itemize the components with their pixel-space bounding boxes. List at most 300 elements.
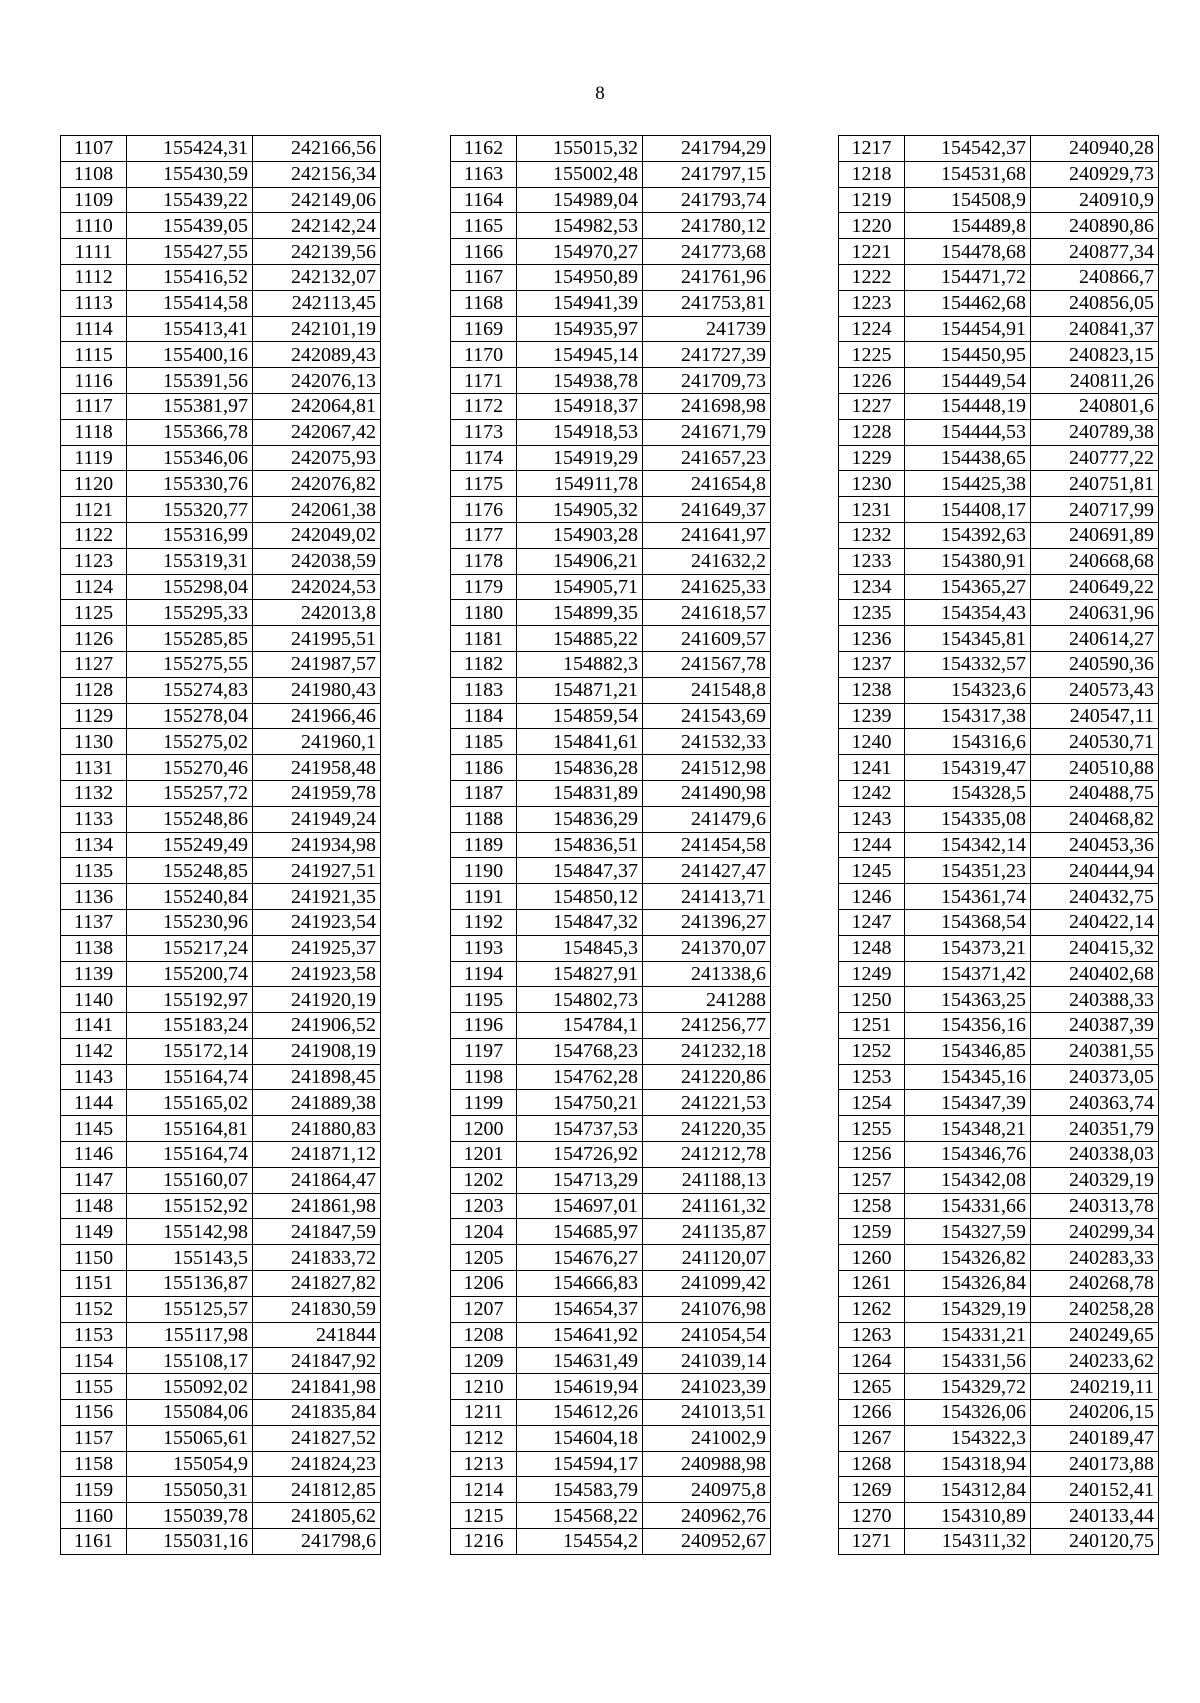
table-row bbox=[451, 1219, 771, 1245]
point-number-cell: 1203 bbox=[451, 1193, 517, 1219]
x-coordinate-cell: 154323,6 bbox=[905, 677, 1031, 703]
x-coordinate-cell: 154322,3 bbox=[905, 1425, 1031, 1451]
y-coordinate-cell: 241847,92 bbox=[253, 1348, 381, 1374]
y-coordinate-cell: 241861,98 bbox=[253, 1193, 381, 1219]
x-coordinate-cell: 154583,79 bbox=[517, 1477, 643, 1503]
y-coordinate-cell: 241827,52 bbox=[253, 1425, 381, 1451]
point-number-cell: 1173 bbox=[451, 419, 517, 445]
table-row bbox=[451, 522, 771, 548]
x-coordinate-cell: 155346,06 bbox=[127, 445, 253, 471]
point-number-cell: 1238 bbox=[839, 677, 905, 703]
y-coordinate-cell: 241076,98 bbox=[643, 1296, 771, 1322]
x-coordinate-cell: 154882,3 bbox=[517, 651, 643, 677]
table-row bbox=[839, 574, 1159, 600]
x-coordinate-cell: 154454,91 bbox=[905, 316, 1031, 342]
point-number-cell: 1107 bbox=[61, 136, 127, 162]
x-coordinate-cell: 155416,52 bbox=[127, 264, 253, 290]
y-coordinate-cell: 240717,99 bbox=[1031, 497, 1159, 523]
point-number-cell: 1243 bbox=[839, 806, 905, 832]
table-row bbox=[839, 677, 1159, 703]
point-number-cell: 1184 bbox=[451, 703, 517, 729]
point-number-cell: 1134 bbox=[61, 832, 127, 858]
point-number-cell: 1157 bbox=[61, 1425, 127, 1451]
point-number-cell: 1248 bbox=[839, 935, 905, 961]
point-number-cell: 1153 bbox=[61, 1322, 127, 1348]
point-number-cell: 1225 bbox=[839, 342, 905, 368]
point-number-cell: 1159 bbox=[61, 1477, 127, 1503]
x-coordinate-cell: 154831,89 bbox=[517, 780, 643, 806]
point-number-cell: 1245 bbox=[839, 858, 905, 884]
x-coordinate-cell: 155430,59 bbox=[127, 161, 253, 187]
point-number-cell: 1140 bbox=[61, 987, 127, 1013]
y-coordinate-cell: 241923,58 bbox=[253, 961, 381, 987]
table-row bbox=[61, 213, 381, 239]
x-coordinate-cell: 154347,39 bbox=[905, 1090, 1031, 1116]
x-coordinate-cell: 154329,19 bbox=[905, 1296, 1031, 1322]
point-number-cell: 1194 bbox=[451, 961, 517, 987]
table-row bbox=[839, 1322, 1159, 1348]
table-row bbox=[451, 780, 771, 806]
point-number-cell: 1135 bbox=[61, 858, 127, 884]
x-coordinate-cell: 155152,92 bbox=[127, 1193, 253, 1219]
x-coordinate-cell: 155439,05 bbox=[127, 213, 253, 239]
table-row bbox=[839, 548, 1159, 574]
point-number-cell: 1195 bbox=[451, 987, 517, 1013]
table-row bbox=[451, 471, 771, 497]
y-coordinate-cell: 241835,84 bbox=[253, 1400, 381, 1426]
y-coordinate-cell: 241833,72 bbox=[253, 1245, 381, 1271]
x-coordinate-cell: 155285,85 bbox=[127, 626, 253, 652]
table-row bbox=[839, 1271, 1159, 1297]
point-number-cell: 1142 bbox=[61, 1038, 127, 1064]
y-coordinate-cell: 241773,68 bbox=[643, 239, 771, 265]
table-row bbox=[61, 1064, 381, 1090]
point-number-cell: 1160 bbox=[61, 1503, 127, 1529]
x-coordinate-cell: 155298,04 bbox=[127, 574, 253, 600]
x-coordinate-cell: 154666,83 bbox=[517, 1271, 643, 1297]
y-coordinate-cell: 241995,51 bbox=[253, 626, 381, 652]
table-row bbox=[61, 626, 381, 652]
table-row bbox=[451, 1348, 771, 1374]
x-coordinate-cell: 155054,9 bbox=[127, 1451, 253, 1477]
point-number-cell: 1271 bbox=[839, 1529, 905, 1555]
x-coordinate-cell: 154989,04 bbox=[517, 187, 643, 213]
point-number-cell: 1170 bbox=[451, 342, 517, 368]
table-row bbox=[839, 1116, 1159, 1142]
x-coordinate-cell: 154847,37 bbox=[517, 858, 643, 884]
point-number-cell: 1192 bbox=[451, 909, 517, 935]
y-coordinate-cell: 242101,19 bbox=[253, 316, 381, 342]
y-coordinate-cell: 242049,02 bbox=[253, 522, 381, 548]
point-number-cell: 1235 bbox=[839, 600, 905, 626]
point-number-cell: 1212 bbox=[451, 1425, 517, 1451]
point-number-cell: 1242 bbox=[839, 780, 905, 806]
y-coordinate-cell: 241841,98 bbox=[253, 1374, 381, 1400]
y-coordinate-cell: 241794,29 bbox=[643, 136, 771, 162]
y-coordinate-cell: 240590,36 bbox=[1031, 651, 1159, 677]
y-coordinate-cell: 240373,05 bbox=[1031, 1064, 1159, 1090]
y-coordinate-cell: 241512,98 bbox=[643, 755, 771, 781]
table-row bbox=[839, 419, 1159, 445]
table-row bbox=[61, 858, 381, 884]
point-number-cell: 1227 bbox=[839, 393, 905, 419]
table-row bbox=[839, 651, 1159, 677]
point-number-cell: 1177 bbox=[451, 522, 517, 548]
point-number-cell: 1232 bbox=[839, 522, 905, 548]
table-row bbox=[451, 368, 771, 394]
x-coordinate-cell: 155249,49 bbox=[127, 832, 253, 858]
x-coordinate-cell: 154841,61 bbox=[517, 729, 643, 755]
table-row bbox=[451, 600, 771, 626]
point-number-cell: 1109 bbox=[61, 187, 127, 213]
table-row bbox=[839, 342, 1159, 368]
point-number-cell: 1240 bbox=[839, 729, 905, 755]
point-number-cell: 1250 bbox=[839, 987, 905, 1013]
x-coordinate-cell: 154631,49 bbox=[517, 1348, 643, 1374]
point-number-cell: 1126 bbox=[61, 626, 127, 652]
y-coordinate-cell: 240668,68 bbox=[1031, 548, 1159, 574]
y-coordinate-cell: 241188,13 bbox=[643, 1167, 771, 1193]
table-row bbox=[451, 1038, 771, 1064]
table-row bbox=[451, 497, 771, 523]
table-row bbox=[61, 161, 381, 187]
x-coordinate-cell: 154836,29 bbox=[517, 806, 643, 832]
y-coordinate-cell: 240388,33 bbox=[1031, 987, 1159, 1013]
table-row bbox=[61, 1348, 381, 1374]
point-number-cell: 1185 bbox=[451, 729, 517, 755]
x-coordinate-cell: 154737,53 bbox=[517, 1116, 643, 1142]
x-coordinate-cell: 155183,24 bbox=[127, 1013, 253, 1039]
x-coordinate-cell: 155278,04 bbox=[127, 703, 253, 729]
point-number-cell: 1182 bbox=[451, 651, 517, 677]
x-coordinate-cell: 154542,37 bbox=[905, 136, 1031, 162]
y-coordinate-cell: 240329,19 bbox=[1031, 1167, 1159, 1193]
x-coordinate-cell: 154918,53 bbox=[517, 419, 643, 445]
table-row bbox=[839, 987, 1159, 1013]
table-row bbox=[451, 187, 771, 213]
table-row bbox=[61, 316, 381, 342]
y-coordinate-cell: 240777,22 bbox=[1031, 445, 1159, 471]
point-number-cell: 1186 bbox=[451, 755, 517, 781]
table-row bbox=[61, 677, 381, 703]
y-coordinate-cell: 240249,65 bbox=[1031, 1322, 1159, 1348]
y-coordinate-cell: 242142,24 bbox=[253, 213, 381, 239]
y-coordinate-cell: 241949,24 bbox=[253, 806, 381, 832]
y-coordinate-cell: 241220,86 bbox=[643, 1064, 771, 1090]
table-row bbox=[451, 1296, 771, 1322]
y-coordinate-cell: 241232,18 bbox=[643, 1038, 771, 1064]
y-coordinate-cell: 241797,15 bbox=[643, 161, 771, 187]
x-coordinate-cell: 154335,08 bbox=[905, 806, 1031, 832]
point-number-cell: 1224 bbox=[839, 316, 905, 342]
point-number-cell: 1108 bbox=[61, 161, 127, 187]
table-row bbox=[451, 1374, 771, 1400]
x-coordinate-cell: 154425,38 bbox=[905, 471, 1031, 497]
x-coordinate-cell: 155217,24 bbox=[127, 935, 253, 961]
x-coordinate-cell: 154641,92 bbox=[517, 1322, 643, 1348]
table-row bbox=[839, 136, 1159, 162]
point-number-cell: 1213 bbox=[451, 1451, 517, 1477]
point-number-cell: 1205 bbox=[451, 1245, 517, 1271]
y-coordinate-cell: 241454,58 bbox=[643, 832, 771, 858]
point-number-cell: 1208 bbox=[451, 1322, 517, 1348]
y-coordinate-cell: 241906,52 bbox=[253, 1013, 381, 1039]
x-coordinate-cell: 154604,18 bbox=[517, 1425, 643, 1451]
point-number-cell: 1262 bbox=[839, 1296, 905, 1322]
table-row bbox=[61, 574, 381, 600]
point-number-cell: 1169 bbox=[451, 316, 517, 342]
y-coordinate-cell: 241567,78 bbox=[643, 651, 771, 677]
x-coordinate-cell: 154356,16 bbox=[905, 1013, 1031, 1039]
point-number-cell: 1180 bbox=[451, 600, 517, 626]
y-coordinate-cell: 241657,23 bbox=[643, 445, 771, 471]
table-row bbox=[451, 419, 771, 445]
point-number-cell: 1217 bbox=[839, 136, 905, 162]
y-coordinate-cell: 241925,37 bbox=[253, 935, 381, 961]
y-coordinate-cell: 240415,32 bbox=[1031, 935, 1159, 961]
table-row bbox=[451, 832, 771, 858]
table-row bbox=[839, 1038, 1159, 1064]
x-coordinate-cell: 155391,56 bbox=[127, 368, 253, 394]
point-number-cell: 1123 bbox=[61, 548, 127, 574]
table-row bbox=[451, 213, 771, 239]
point-number-cell: 1253 bbox=[839, 1064, 905, 1090]
y-coordinate-cell: 241490,98 bbox=[643, 780, 771, 806]
point-number-cell: 1116 bbox=[61, 368, 127, 394]
x-coordinate-cell: 155319,31 bbox=[127, 548, 253, 574]
point-number-cell: 1200 bbox=[451, 1116, 517, 1142]
point-number-cell: 1183 bbox=[451, 677, 517, 703]
point-number-cell: 1155 bbox=[61, 1374, 127, 1400]
point-number-cell: 1264 bbox=[839, 1348, 905, 1374]
x-coordinate-cell: 154836,51 bbox=[517, 832, 643, 858]
table-row bbox=[451, 1064, 771, 1090]
x-coordinate-cell: 154345,16 bbox=[905, 1064, 1031, 1090]
x-coordinate-cell: 154311,32 bbox=[905, 1529, 1031, 1555]
table-row bbox=[61, 1374, 381, 1400]
point-number-cell: 1171 bbox=[451, 368, 517, 394]
point-number-cell: 1179 bbox=[451, 574, 517, 600]
table-row bbox=[451, 755, 771, 781]
x-coordinate-cell: 155164,74 bbox=[127, 1142, 253, 1168]
table-row bbox=[61, 136, 381, 162]
table-row bbox=[839, 1193, 1159, 1219]
y-coordinate-cell: 241753,81 bbox=[643, 290, 771, 316]
table-row bbox=[839, 239, 1159, 265]
y-coordinate-cell: 242113,45 bbox=[253, 290, 381, 316]
page-number: 8 bbox=[595, 83, 605, 104]
table-row bbox=[61, 522, 381, 548]
x-coordinate-cell: 155200,74 bbox=[127, 961, 253, 987]
table-row bbox=[839, 858, 1159, 884]
x-coordinate-cell: 155240,84 bbox=[127, 884, 253, 910]
table-row bbox=[61, 393, 381, 419]
point-number-cell: 1220 bbox=[839, 213, 905, 239]
x-coordinate-cell: 154982,53 bbox=[517, 213, 643, 239]
x-coordinate-cell: 154859,54 bbox=[517, 703, 643, 729]
y-coordinate-cell: 242156,34 bbox=[253, 161, 381, 187]
y-coordinate-cell: 240811,26 bbox=[1031, 368, 1159, 394]
x-coordinate-cell: 154762,28 bbox=[517, 1064, 643, 1090]
point-number-cell: 1241 bbox=[839, 755, 905, 781]
y-coordinate-cell: 240856,05 bbox=[1031, 290, 1159, 316]
point-number-cell: 1174 bbox=[451, 445, 517, 471]
y-coordinate-cell: 241013,51 bbox=[643, 1400, 771, 1426]
point-number-cell: 1258 bbox=[839, 1193, 905, 1219]
table-row bbox=[451, 729, 771, 755]
y-coordinate-cell: 240530,71 bbox=[1031, 729, 1159, 755]
point-number-cell: 1252 bbox=[839, 1038, 905, 1064]
table-row bbox=[839, 1529, 1159, 1555]
x-coordinate-cell: 154331,56 bbox=[905, 1348, 1031, 1374]
point-number-cell: 1128 bbox=[61, 677, 127, 703]
x-coordinate-cell: 154554,2 bbox=[517, 1529, 643, 1555]
table-row bbox=[61, 368, 381, 394]
y-coordinate-cell: 241396,27 bbox=[643, 909, 771, 935]
point-number-cell: 1215 bbox=[451, 1503, 517, 1529]
x-coordinate-cell: 155117,98 bbox=[127, 1322, 253, 1348]
table-row bbox=[839, 1219, 1159, 1245]
table-row bbox=[61, 1013, 381, 1039]
x-coordinate-cell: 155002,48 bbox=[517, 161, 643, 187]
y-coordinate-cell: 240510,88 bbox=[1031, 755, 1159, 781]
x-coordinate-cell: 154328,5 bbox=[905, 780, 1031, 806]
point-number-cell: 1265 bbox=[839, 1374, 905, 1400]
table-row bbox=[451, 239, 771, 265]
table-row bbox=[839, 935, 1159, 961]
y-coordinate-cell: 240313,78 bbox=[1031, 1193, 1159, 1219]
y-coordinate-cell: 242076,13 bbox=[253, 368, 381, 394]
x-coordinate-cell: 154365,27 bbox=[905, 574, 1031, 600]
y-coordinate-cell: 240962,76 bbox=[643, 1503, 771, 1529]
x-coordinate-cell: 154935,97 bbox=[517, 316, 643, 342]
y-coordinate-cell: 241908,19 bbox=[253, 1038, 381, 1064]
y-coordinate-cell: 240573,43 bbox=[1031, 677, 1159, 703]
y-coordinate-cell: 240173,88 bbox=[1031, 1451, 1159, 1477]
x-coordinate-cell: 154836,28 bbox=[517, 755, 643, 781]
table-row bbox=[451, 161, 771, 187]
x-coordinate-cell: 154327,59 bbox=[905, 1219, 1031, 1245]
table-row bbox=[61, 1193, 381, 1219]
x-coordinate-cell: 155108,17 bbox=[127, 1348, 253, 1374]
table-row bbox=[839, 161, 1159, 187]
point-number-cell: 1187 bbox=[451, 780, 517, 806]
table-row bbox=[839, 1064, 1159, 1090]
point-number-cell: 1132 bbox=[61, 780, 127, 806]
table-row bbox=[61, 909, 381, 935]
point-number-cell: 1260 bbox=[839, 1245, 905, 1271]
table-row bbox=[451, 393, 771, 419]
point-number-cell: 1259 bbox=[839, 1219, 905, 1245]
x-coordinate-cell: 154827,91 bbox=[517, 961, 643, 987]
y-coordinate-cell: 241654,8 bbox=[643, 471, 771, 497]
table-row bbox=[61, 832, 381, 858]
table-row bbox=[839, 316, 1159, 342]
point-number-cell: 1152 bbox=[61, 1296, 127, 1322]
table-row bbox=[61, 445, 381, 471]
y-coordinate-cell: 242075,93 bbox=[253, 445, 381, 471]
y-coordinate-cell: 240133,44 bbox=[1031, 1503, 1159, 1529]
point-number-cell: 1246 bbox=[839, 884, 905, 910]
point-number-cell: 1131 bbox=[61, 755, 127, 781]
point-number-cell: 1136 bbox=[61, 884, 127, 910]
table-row bbox=[839, 626, 1159, 652]
point-number-cell: 1156 bbox=[61, 1400, 127, 1426]
y-coordinate-cell: 240363,74 bbox=[1031, 1090, 1159, 1116]
x-coordinate-cell: 154685,97 bbox=[517, 1219, 643, 1245]
point-number-cell: 1239 bbox=[839, 703, 905, 729]
y-coordinate-cell: 241898,45 bbox=[253, 1064, 381, 1090]
x-coordinate-cell: 155015,32 bbox=[517, 136, 643, 162]
table-row bbox=[451, 1193, 771, 1219]
point-number-cell: 1234 bbox=[839, 574, 905, 600]
table-row bbox=[451, 445, 771, 471]
y-coordinate-cell: 241798,6 bbox=[253, 1529, 381, 1555]
point-number-cell: 1223 bbox=[839, 290, 905, 316]
point-number-cell: 1199 bbox=[451, 1090, 517, 1116]
y-coordinate-cell: 241847,59 bbox=[253, 1219, 381, 1245]
y-coordinate-cell: 240152,41 bbox=[1031, 1477, 1159, 1503]
point-number-cell: 1249 bbox=[839, 961, 905, 987]
y-coordinate-cell: 241212,78 bbox=[643, 1142, 771, 1168]
x-coordinate-cell: 154346,85 bbox=[905, 1038, 1031, 1064]
y-coordinate-cell: 240877,34 bbox=[1031, 239, 1159, 265]
table-row bbox=[839, 780, 1159, 806]
table-row bbox=[451, 1142, 771, 1168]
point-number-cell: 1247 bbox=[839, 909, 905, 935]
point-number-cell: 1244 bbox=[839, 832, 905, 858]
y-coordinate-cell: 241709,73 bbox=[643, 368, 771, 394]
y-coordinate-cell: 242067,42 bbox=[253, 419, 381, 445]
x-coordinate-cell: 154970,27 bbox=[517, 239, 643, 265]
x-coordinate-cell: 154331,66 bbox=[905, 1193, 1031, 1219]
x-coordinate-cell: 155050,31 bbox=[127, 1477, 253, 1503]
point-number-cell: 1122 bbox=[61, 522, 127, 548]
y-coordinate-cell: 240952,67 bbox=[643, 1529, 771, 1555]
point-number-cell: 1269 bbox=[839, 1477, 905, 1503]
y-coordinate-cell: 241830,59 bbox=[253, 1296, 381, 1322]
y-coordinate-cell: 240268,78 bbox=[1031, 1271, 1159, 1297]
point-number-cell: 1237 bbox=[839, 651, 905, 677]
point-number-cell: 1133 bbox=[61, 806, 127, 832]
y-coordinate-cell: 241966,46 bbox=[253, 703, 381, 729]
x-coordinate-cell: 155295,33 bbox=[127, 600, 253, 626]
y-coordinate-cell: 241413,71 bbox=[643, 884, 771, 910]
x-coordinate-cell: 155143,5 bbox=[127, 1245, 253, 1271]
y-coordinate-cell: 241256,77 bbox=[643, 1013, 771, 1039]
table-row bbox=[839, 755, 1159, 781]
y-coordinate-cell: 241880,83 bbox=[253, 1116, 381, 1142]
x-coordinate-cell: 155164,74 bbox=[127, 1064, 253, 1090]
table-row bbox=[839, 884, 1159, 910]
y-coordinate-cell: 241864,47 bbox=[253, 1167, 381, 1193]
x-coordinate-cell: 154871,21 bbox=[517, 677, 643, 703]
table-row bbox=[839, 1296, 1159, 1322]
y-coordinate-cell: 241641,97 bbox=[643, 522, 771, 548]
x-coordinate-cell: 155270,46 bbox=[127, 755, 253, 781]
table-row bbox=[451, 806, 771, 832]
point-number-cell: 1251 bbox=[839, 1013, 905, 1039]
y-coordinate-cell: 241135,87 bbox=[643, 1219, 771, 1245]
table-row bbox=[61, 1296, 381, 1322]
table-row bbox=[61, 1116, 381, 1142]
y-coordinate-cell: 240453,36 bbox=[1031, 832, 1159, 858]
table-row bbox=[451, 1271, 771, 1297]
table-row bbox=[61, 419, 381, 445]
x-coordinate-cell: 155248,85 bbox=[127, 858, 253, 884]
point-number-cell: 1222 bbox=[839, 264, 905, 290]
y-coordinate-cell: 241844 bbox=[253, 1322, 381, 1348]
